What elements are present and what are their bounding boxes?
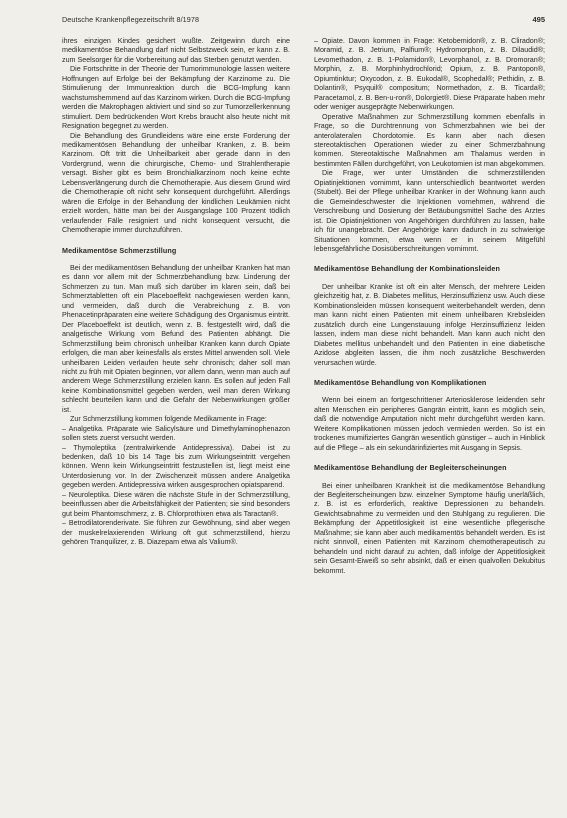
paragraph: Die Frage, wer unter Umständen die schmerzstillenden Opiatinjektionen vornimmt, kann unterschiedlich beantwortet werden (Stubelt). Bei der Pflege unheilbar Kranker in der Wohnung kann auch die Gemeindeschwester die Injektionen vornehmen, während die Verschreibung und Dosierung der Betäubungsmittel Sache des Arztes ist. Die Opiatinjektionen von Angehörigen durchführen zu lassen, halte ich für unangebracht. Der Angehörige kann dadurch in zu schwierige Situationen kommen, etwa wenn er in seinem Mitgefühl lebensgefährliche Dosisüberschreitungen vornimmt.	[314, 169, 545, 253]
section-heading: Medikamentöse Schmerzstillung	[62, 245, 177, 255]
section-heading: Medikamentöse Behandlung von Komplikationen	[314, 377, 487, 387]
right-column	[314, 37, 545, 576]
paragraph: Die Behandlung des Grundleidens wäre eine erste Forderung der medikamentösen Behandlung der unheilbar Kranken, z. B. beim Karzinom. Oft tritt die Unheilbarkeit aber gerade dann in den Vordergrund, wenn die chirurgische, Chemo- und Strahlentherapie versagt. Bisher gibt es beim Bronchialkarzinom noch keine echte Lebensverlängerung durch die Chemotherapie. Aus diesem Grund wird die Chemotherapie oft nicht sehr konsequent durchgeführt. Allerdings wären die Erfolge in der Behandlung der kindlichen Leukämien nicht erzielt worden, hätte man bei der Ausgangslage 100 Prozent tödlich verlaufender Fälle resigniert und nicht konsequent versucht, die Chemotherapie immer durchzuführen.	[62, 131, 290, 235]
list-item: – Analgetika. Präparate wie Salicylsäure und Dimethylaminophenazon sollen stets zuerst versucht werden.	[62, 424, 290, 443]
paragraph: Bei einer unheilbaren Krankheit ist die medikamentöse Behandlung der Begleiterscheinungen bzw. einzelner Symptome häufig unerläßlich, z. B. ist es erforderlich, reaktive Depressionen zu behandeln. Gewichtsabnahme zu vermeiden und den Stuhlgang zu regulieren. Die Bekämpfung der Appetitlosigkeit ist eine wesentliche pflegerische Maßnahme; sie kann aber auch medikamentös behandelt werden. Es ist nicht sinnvoll, einen Patienten mit Karzinom chemotherapeutisch zu behandeln und nicht darauf zu achten, daß infolge der Appetitlosigkeit sein Gesamt-Eiweiß so sehr absinkt, daß er einen qualvollen Dekubitus bekommt.	[314, 481, 545, 575]
paragraph: Zur Schmerzstillung kommen folgende Medikamente in Frage:	[70, 415, 267, 424]
paragraph: Operative Maßnahmen zur Schmerzstillung kommen ebenfalls in Frage, so die Durchtrennung von Schmerzbahnen wie bei der anterolateralen Chordotomie. Es kann aber nach diesen stereotaktischen Operationen wieder zu einer Schmerzbahnung kommen. Stereotaktische Maßnahmen am Thalamus werden in bestimmten Fällen durchgeführt, von Leukotomien ist man abgekommen.	[314, 112, 546, 168]
paragraph: Wenn bei einem an fortgeschrittener Arteriosklerose leidenden sehr alten Menschen ein peripheres Gangrän eintritt, kann es möglich sein, daß die notwendige Amputation nicht mehr durchgeführt werden kann. Weitere Komplikationen müssen jedoch vermieden werden. So ist ein trockenes mumifiziertes Gangrän wesentlich günstiger – auch in Hinblick auf die Pflege – als ein sekundärinfiziertes mit Ausgang in Sepsis.	[314, 396, 545, 452]
list-item: – Neuroleptika. Diese wären die nächste Stufe in der Schmerzstillung, beeinflussen aber die Arbeitsfähigkeit der Patienten; sie sind besonders gut beim Phantomschmerz, z. B. Chlorprothixen etwa als Taractan®.	[62, 490, 290, 518]
running-head: Deutsche Krankenpflegezeitschrift 8/1978	[62, 15, 200, 24]
paragraph: ihres einzigen Kindes gesichert wußte. Zeitgewinn durch eine medikamentöse Behandlung darf nicht Selbstzweck sein, er kann z. B. zum Seelsorger für die Vorbereitung auf das Sterben genutzt werden.	[62, 37, 290, 64]
list-item: – Opiate. Davon kommen in Frage: Ketobemidon®, z. B. Cliradon®; Moramid, z. B. Jetrium, Palfium®; Hydromorphon, z. B. Dilaudid®; Levomethadon, z. B. 1-Polamidon®, Levorphanol, z. B. Dromoran®; Morphin, z. B. Morphinhydrochlorid; Opium, z. B. Pantopon®, Opiumtinktur; Oxycodon, z. B. Eukodal®, Scophedal®; Pethidin, z. B. Dolantin®, Psyquil® compositum; Normethadon, z. B. Ticarda®; Paracetamol, z. B. Ben-u-ron®, Dolorgiet®. Diese Präparate haben mehr oder weniger ausgeprägte Nebenwirkungen.	[314, 37, 545, 112]
section-heading: Medikamentöse Behandlung der Kombinationsleiden	[314, 264, 501, 274]
section-heading: Medikamentöse Behandlung der Begleiterscheinungen	[314, 463, 507, 473]
paragraph: Bei der medikamentösen Behandlung der unheilbar Kranken hat man es dann vor allem mit der Schmerzbehandlung bzw. Linderung der Schmerzen zu tun. Man muß sich darüber im klaren sein, daß bei Schmerztabletten oft ein Placeboeffekt nachgewiesen werden kann, und vermeiden, daß durch die Verabreichung z. B. von Phenacetinpräparaten eine weitere Schädigung des Organismus eintritt. Der Placeboeffekt ist deutlich, wenn z. B. festgestellt wird, daß die analgetische Wirkung vom Befund des Patienten abhängt. Die Schmerzstillung beim chronisch unheilbar Kranken kann durch Opiate erfolgen, die man aber keinesfalls als erstes Mittel anwenden soll. Viele unheilbaren Leiden verlaufen heute sehr chronisch; daher soll man nicht zu früh mit Opiaten beginnen, vor allem dann, wenn man auch auf anderem Wege Schmerzstillung erzielen kann. Es sollen auf jeden Fall keine Kombinationsmittel gegeben werden, weil man deren Wirkung schlecht beurteilen kann und die Gefahr der Nebenwirkungen größer ist.	[62, 263, 290, 414]
list-item: – Thymoleptika (zentralwirkende Antidepressiva). Dabei ist zu bedenken, daß 10 bis 14 Tage bis zum Wirkungseintritt vergehen können. Wenn kein Wirkungseintritt festzustellen ist, liegt meist eine Unterdosierung vor. In der Zwischenzeit müssen andere Analgetika gegeben werden. Antidepressiva wirken ausgesprochen opiatsparend.	[62, 443, 290, 490]
paragraph: Der unheilbar Kranke ist oft ein alter Mensch, der mehrere Leiden gleichzeitig hat, z. B. Diabetes mellitus, Herzinsuffizienz usw. Auch diese Kombinationsleiden müssen konsequent weiterbehandelt werden, denn man kann nicht einen Patienten mit einem unheilbaren Krebsleiden zusätzlich durch eine Lungenstauung infolge Herzinsuffizienz leiden lassen, indem man diese nicht behandelt. Man kann auch nicht den Diabetes mellitus unbehandelt und den Patienten in eine diabetische Azidose abgleiten lassen, die ihm noch zusätzliche Beschwerden verursachen würde.	[314, 282, 545, 367]
left-column	[62, 37, 290, 548]
list-item: – Betrodilatorenderivate. Sie führen zur Gewöhnung, sind aber wegen der muskelrelaxierenden Wirkung oft gut schmerzstillend, hierzu gehören Tranquilizer, z. B. Diazepam etwa als Valium®.	[62, 519, 290, 547]
paragraph: Die Fortschritte in der Theorie der Tumorimmunologie lassen weitere Hoffnungen auf Erfolge bei der Bekämpfung der Karzinome zu. Die Stimulierung der Immunreaktion durch die BCG-Impfung kann wachstumshemmend auf das Karzinom wirken. Durch die BCG-Impfung werden die Makrophagen aktiviert und sind so zur Tumorzellerkennung stimuliert. Dem bedrückenden Wort Krebs braucht also heute nicht mit Resignation begegnet zu werden.	[62, 65, 290, 131]
page-number: 495	[532, 15, 545, 24]
